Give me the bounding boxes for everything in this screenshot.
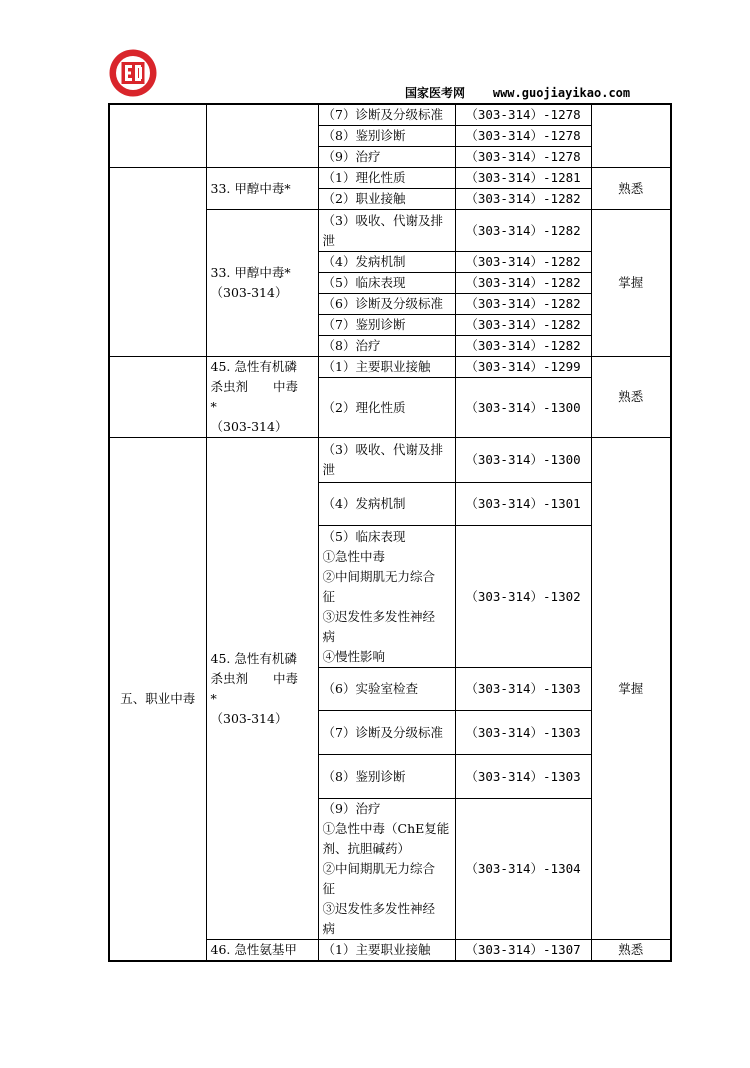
item-text: （9）治疗 ①急性中毒（ChE复能 剂、抗胆碱药） ②中间期肌无力综合 征 ③迟发性多发性神经 病 [322, 801, 450, 936]
ref-cell: （303-314）-1282 [455, 210, 591, 252]
ref-cell: （303-314）-1303 [455, 711, 591, 755]
item-cell [318, 799, 455, 940]
item-cell: （1）主要职业接触 [318, 357, 455, 378]
ref-cell: （303-314）-1282 [455, 294, 591, 315]
item-cell: （6）实验室检查 [318, 668, 455, 711]
ref-cell: （303-314）-1282 [455, 315, 591, 336]
item-cell: （7）鉴别诊断 [318, 315, 455, 336]
item-cell: （4）发病机制 [318, 483, 455, 526]
ref-cell: （303-314）-1299 [455, 357, 591, 378]
ref-cell: （303-314）-1300 [455, 438, 591, 483]
table-row [109, 438, 671, 483]
ref-cell: （303-314）-1282 [455, 189, 591, 210]
item-cell: （7）诊断及分级标准 [318, 711, 455, 755]
item-cell [318, 210, 455, 252]
level-cell: 熟悉 [591, 357, 671, 438]
syllabus-table [108, 103, 672, 962]
ref-cell: （303-314）-1282 [455, 336, 591, 357]
level-cell [591, 104, 671, 168]
item-cell: （1）理化性质 [318, 168, 455, 189]
site-url: www.guojiayikao.com [492, 86, 631, 100]
item-cell: （8）鉴别诊断 [318, 755, 455, 799]
level-cell: 掌握 [591, 438, 671, 940]
topic-cell [206, 438, 318, 940]
topic-text: 45. 急性有机磷 杀虫剂 中毒 * （303-314） [210, 650, 299, 726]
ref-cell: （303-314）-1300 [455, 378, 591, 438]
item-cell: （8）治疗 [318, 336, 455, 357]
topic-text: 33. 甲醇中毒* （303-314） [210, 265, 291, 300]
item-text: （5）临床表现 ①急性中毒 ②中间期肌无力综合 征 ③迟发性多发性神经 病 ④慢性影响 [322, 528, 436, 664]
ref-cell: （303-314）-1307 [455, 940, 591, 962]
logo [108, 48, 158, 98]
item-cell: （9）治疗 [318, 147, 455, 168]
topic-cell [206, 357, 318, 438]
table-row [109, 357, 671, 378]
topic-cell [206, 104, 318, 168]
item-cell: （2）理化性质 [318, 378, 455, 438]
item-text: （3）吸收、代谢及排 泄 [322, 442, 443, 477]
ref-cell: （303-314）-1282 [455, 252, 591, 273]
ref-cell: （303-314）-1278 [455, 126, 591, 147]
item-cell [318, 438, 455, 483]
ref-cell: （303-314）-1303 [455, 668, 591, 711]
item-cell: （2）职业接触 [318, 189, 455, 210]
item-cell: （7）诊断及分级标准 [318, 104, 455, 126]
ref-cell: （303-314）-1302 [455, 526, 591, 668]
item-cell: （5）临床表现 [318, 273, 455, 294]
table-row [109, 168, 671, 189]
chapter-cell [109, 168, 206, 357]
topic-cell: 46. 急性氨基甲 [206, 940, 318, 962]
item-text: （3）吸收、代谢及排 泄 [322, 212, 443, 248]
chapter-cell [109, 357, 206, 438]
level-cell: 掌握 [591, 210, 671, 357]
item-cell: （8）鉴别诊断 [318, 126, 455, 147]
item-cell: （1）主要职业接触 [318, 940, 455, 962]
topic-cell: 33. 甲醇中毒* [206, 168, 318, 210]
ref-cell: （303-314）-1278 [455, 147, 591, 168]
topic-cell [206, 210, 318, 357]
ref-cell: （303-314）-1281 [455, 168, 591, 189]
table-row [109, 104, 671, 126]
chapter-cell [109, 104, 206, 168]
item-cell: （4）发病机制 [318, 252, 455, 273]
level-cell: 熟悉 [591, 168, 671, 210]
level-cell: 熟悉 [591, 940, 671, 962]
site-header [405, 84, 630, 101]
item-cell: （6）诊断及分级标准 [318, 294, 455, 315]
ref-cell: （303-314）-1303 [455, 755, 591, 799]
site-name: 国家医考网 [405, 86, 466, 100]
ref-cell: （303-314）-1304 [455, 799, 591, 940]
ref-cell: （303-314）-1278 [455, 104, 591, 126]
item-cell [318, 526, 455, 668]
chapter-cell: 五、职业中毒 [109, 438, 206, 962]
ref-cell: （303-314）-1301 [455, 483, 591, 526]
ref-cell: （303-314）-1282 [455, 273, 591, 294]
topic-text: 45. 急性有机磷 杀虫剂 中毒 * （303-314） [210, 359, 299, 434]
